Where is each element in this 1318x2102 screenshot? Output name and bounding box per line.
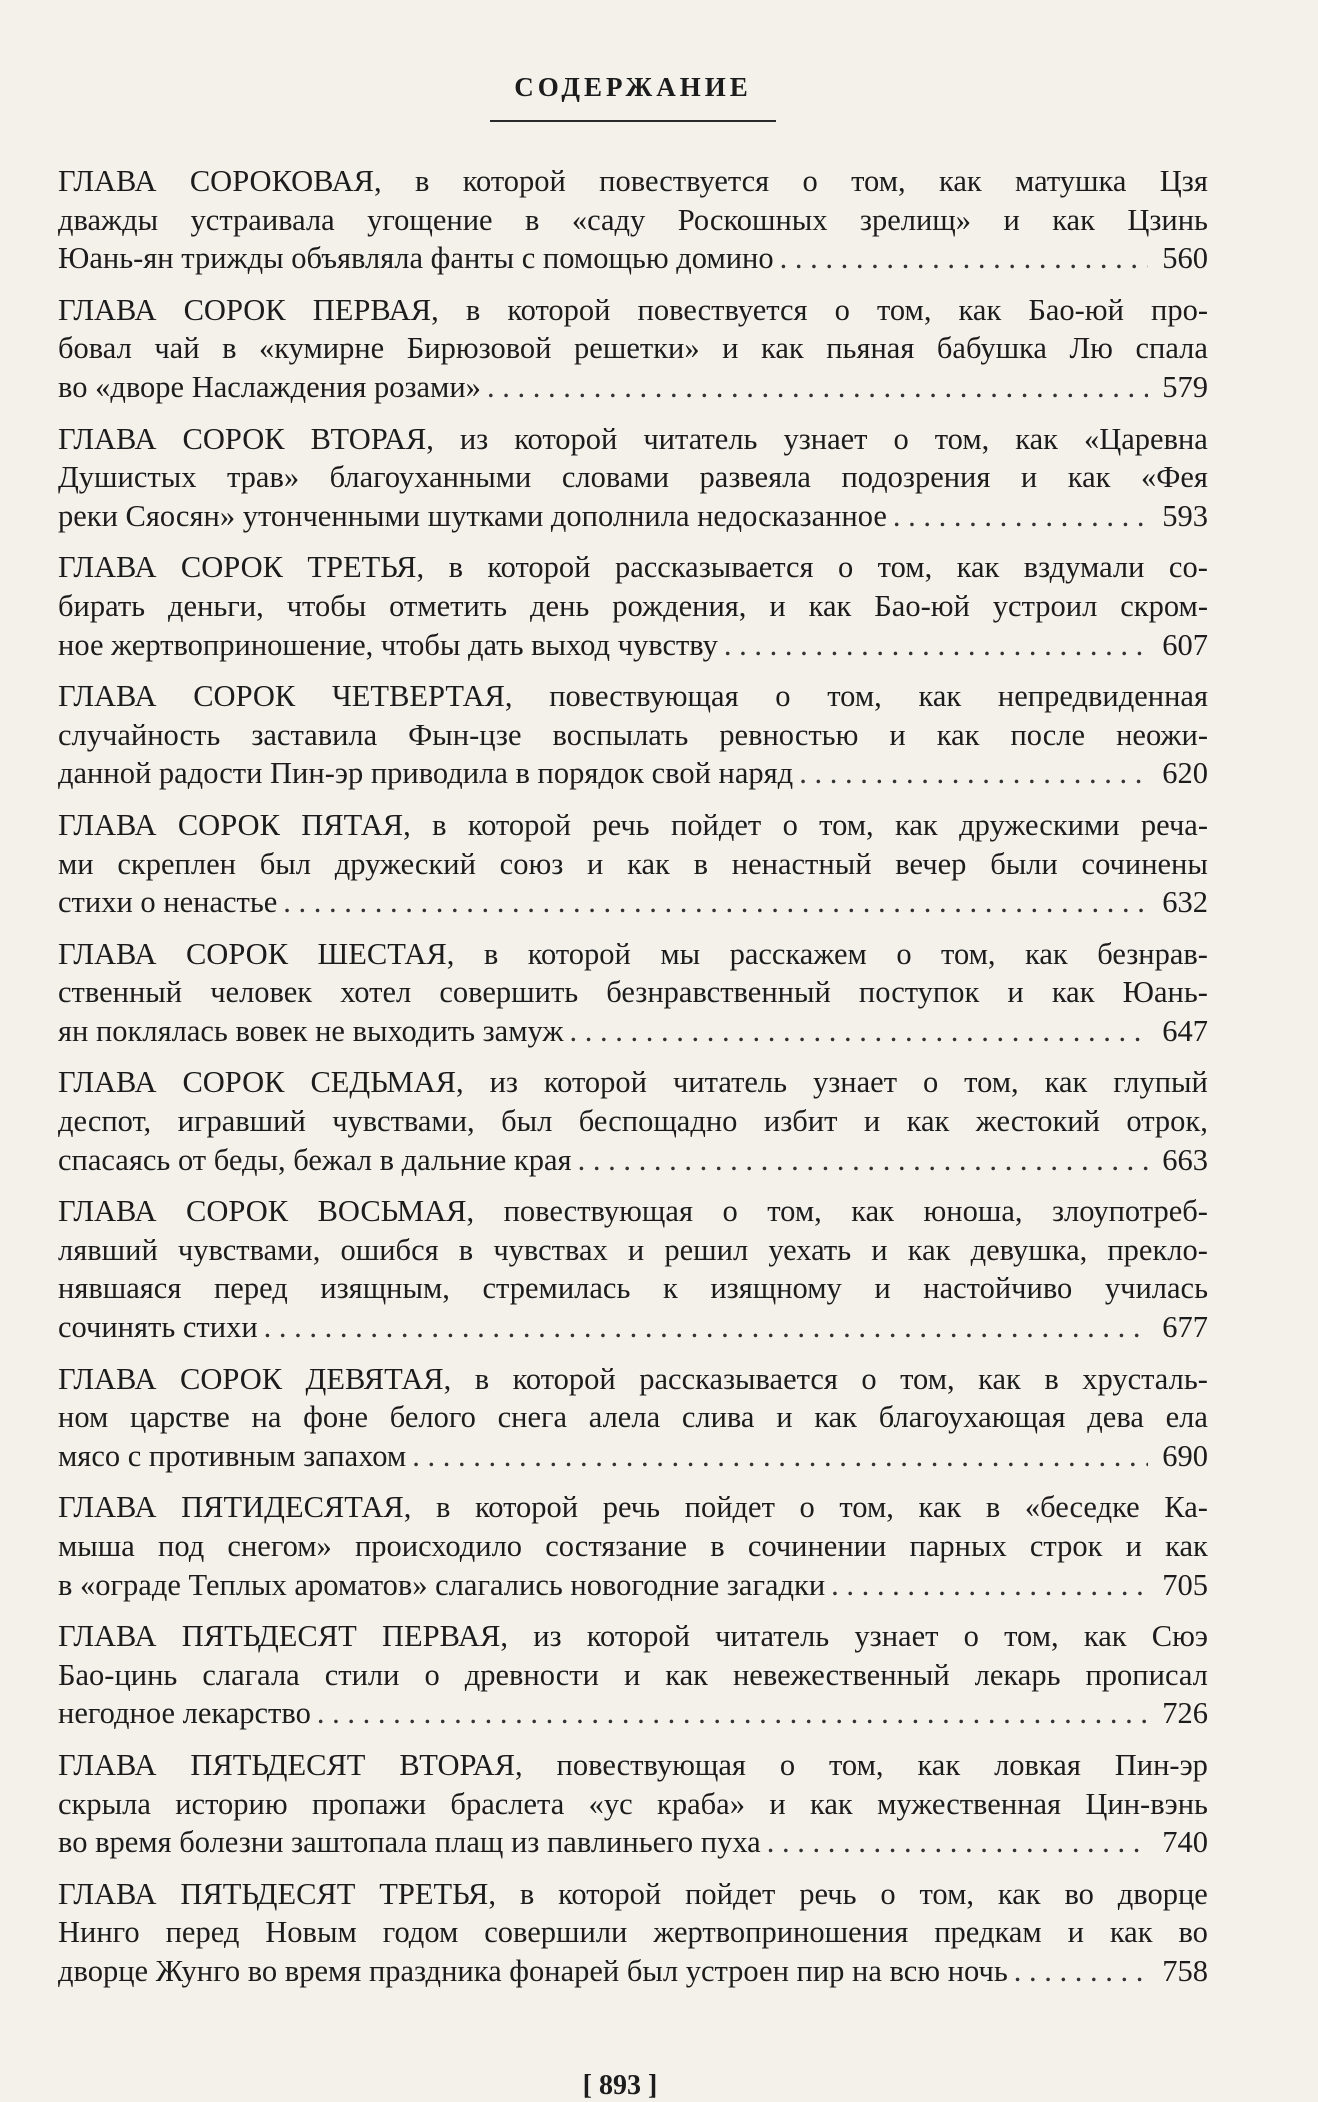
toc-entry-line: ственный человек хотел совершить безнравственный поступок и как Юань- [58,975,1208,1010]
toc-entry[interactable] [58,935,1208,1051]
toc-entry-last-line [58,1141,1208,1180]
toc-entry[interactable] [58,806,1208,922]
dot-leader [1014,1952,1148,1991]
toc-entry-last-line [58,1566,1208,1605]
toc-entry-line: ГЛАВА ПЯТЬДЕСЯТ ТРЕТЬЯ, в которой пойдет речь о том, как во дворце [58,1876,1208,1911]
toc-entry-text: сочинять стихи [58,1310,258,1345]
toc-entry-last-line [58,1308,1208,1347]
toc-entry-line: ГЛАВА СОРОК ШЕСТАЯ, в которой мы расскажем о том, как безнрав- [58,936,1208,971]
toc-entry[interactable] [58,1746,1208,1862]
toc-entry-line: ГЛАВА СОРОКОВАЯ, в которой повествуется о том, как матушка Цзя [58,164,1208,198]
toc-entry-line: ГЛАВА СОРОК ПЯТАЯ, в которой речь пойдет о том, как дружескими реча- [58,807,1208,842]
toc-entry-text: стихи о ненастье [58,885,278,920]
toc-entry-line: Нинго перед Новым годом совершили жертвоприношения предкам и как во [58,1915,1208,1950]
toc-entry-text: во «дворе Наслаждения розами» [58,369,481,404]
toc-entry-line: дважды устраивала угощение в «саду Роскошных зрелищ» и как Цзинь [58,202,1208,237]
toc-page-number: 758 [1162,1953,1208,1988]
toc-entry-last-line [58,1823,1208,1862]
toc-entry[interactable] [58,291,1208,407]
toc-entry-last-line [58,626,1208,665]
toc-page-number: 663 [1162,1142,1208,1177]
toc-entry-line: лявший чувствами, ошибся в чувствах и решил уехать и как девушка, прекло- [58,1232,1208,1267]
toc-entry-text: в «ограде Теплых ароматов» слагались новогодние загадки [58,1567,826,1602]
toc-entry-line: ГЛАВА ПЯТЬДЕСЯТ ПЕРВАЯ, из которой читатель узнает о том, как Сюэ [58,1619,1208,1654]
toc-entry-line: Бао-цинь слагала стили о древности и как невежественный лекарь прописал [58,1657,1208,1692]
toc-entry-text: негодное лекарство [58,1696,311,1731]
toc-entry-text: спасаясь от беды, бежал в дальние края [58,1142,572,1177]
toc-entry-line: бирать деньги, чтобы отметить день рождения, и как Бао-юй устроил скром- [58,588,1208,623]
title-rule [490,120,776,122]
dot-leader [487,368,1148,407]
toc-entry[interactable] [58,162,1208,278]
toc-entry[interactable] [58,1617,1208,1733]
dot-leader [767,1823,1148,1862]
dot-leader [317,1694,1148,1733]
toc-entry-line: скрыла историю пропажи браслета «ус краба» и как мужественная Цин-вэнь [58,1786,1208,1821]
dot-leader [780,239,1148,278]
dot-leader [831,1566,1148,1605]
toc-page-number: 632 [1162,885,1208,920]
dot-leader [893,497,1148,536]
toc-entry-last-line [58,1437,1208,1476]
toc-entry-last-line [58,1012,1208,1051]
table-of-contents [58,162,1208,2004]
dot-leader [283,883,1148,922]
toc-page-number: 579 [1162,369,1208,404]
dot-leader [724,626,1148,665]
toc-page-number: 690 [1162,1438,1208,1473]
toc-entry-line: Душистых трав» благоуханными словами развеяла подозрения и как «Фея [58,460,1208,495]
toc-entry-text: Юань-ян трижды объявляла фанты с помощью домино [58,241,774,276]
dot-leader [264,1308,1148,1347]
toc-entry[interactable] [58,677,1208,793]
toc-entry-line: ГЛАВА СОРОК ДЕВЯТАЯ, в которой рассказывается о том, как в хрусталь- [58,1361,1208,1396]
toc-entry-line: ном царстве на фоне белого снега алела слива и как благоухающая дева ела [58,1400,1208,1435]
toc-entry-line: ГЛАВА СОРОК СЕДЬМАЯ, из которой читатель узнает о том, как глупый [58,1065,1208,1100]
toc-entry-line: бовал чай в «кумирне Бирюзовой решетки» и как пьяная бабушка Лю спала [58,331,1208,366]
toc-entry-text: дворце Жунго во время праздника фонарей был устроен пир на всю ночь [58,1953,1008,1988]
toc-entry-line: мыша под снегом» происходило состязание в сочинении парных строк и как [58,1529,1208,1563]
dot-leader [799,754,1148,793]
toc-entry-text: ное жертвоприношение, чтобы дать выход чувству [58,627,718,662]
toc-entry-line: ГЛАВА СОРОК ПЕРВАЯ, в которой повествуется о том, как Бао-юй про- [58,292,1208,327]
toc-entry-last-line [58,368,1208,407]
toc-entry-text: мясо с противным запахом [58,1438,407,1473]
toc-page-number: 560 [1162,241,1208,276]
page-title: СОДЕРЖАНИЕ [514,72,752,102]
toc-entry-line: нявшаяся перед изящным, стремилась к изящному и настойчиво училась [58,1271,1208,1306]
toc-entry[interactable] [58,420,1208,536]
toc-entry[interactable] [58,1192,1208,1346]
toc-entry-last-line [58,497,1208,536]
toc-entry-line: ми скреплен был дружеский союз и как в ненастный вечер были сочинены [58,846,1208,881]
toc-entry[interactable] [58,1488,1208,1604]
toc-entry-line: деспот, игравший чувствами, был беспощадно избит и как жестокий отрок, [58,1104,1208,1139]
toc-entry[interactable] [58,1360,1208,1476]
toc-page-number: 620 [1162,756,1208,791]
toc-entry[interactable] [58,1875,1208,1991]
toc-entry-line: ГЛАВА ПЯТИДЕСЯТАЯ, в которой речь пойдет о том, как в «беседке Ка- [58,1490,1208,1525]
toc-page-number: 740 [1162,1825,1208,1860]
toc-entry-text: ян поклялась вовек не выходить замуж [58,1013,564,1048]
page-number: [ 893 ] [582,2070,658,2101]
toc-entry-last-line [58,883,1208,922]
toc-page-number: 677 [1162,1310,1208,1345]
toc-entry-line: ГЛАВА СОРОК ЧЕТВЕРТАЯ, повествующая о том, как непредвиденная [58,679,1208,714]
toc-page-number: 647 [1162,1013,1208,1048]
dot-leader [578,1141,1148,1180]
toc-entry-line: ГЛАВА СОРОК ВОСЬМАЯ, повествующая о том, как юноша, злоупотреб- [58,1194,1208,1229]
toc-page-number: 726 [1162,1696,1208,1731]
toc-entry-last-line [58,239,1208,278]
toc-entry[interactable] [58,548,1208,664]
toc-page-number: 593 [1162,498,1208,533]
toc-entry-last-line [58,1952,1208,1991]
dot-leader [412,1437,1148,1476]
toc-entry-last-line [58,1694,1208,1733]
dot-leader [569,1012,1148,1051]
toc-entry-text: реки Сяосян» утонченными шутками дополнила недосказанное [58,498,887,533]
toc-entry[interactable] [58,1063,1208,1179]
toc-page-number: 705 [1162,1567,1208,1602]
toc-entry-line: ГЛАВА ПЯТЬДЕСЯТ ВТОРАЯ, повествующая о том, как ловкая Пин-эр [58,1747,1208,1782]
toc-entry-line: ГЛАВА СОРОК ТРЕТЬЯ, в которой рассказывается о том, как вздумали со- [58,550,1208,585]
toc-entry-line: случайность заставила Фын-цзе воспылать ревностью и как после неожи- [58,717,1208,752]
toc-entry-last-line [58,754,1208,793]
toc-entry-text: во время болезни заштопала плащ из павлиньего пуха [58,1825,761,1860]
toc-entry-text: данной радости Пин-эр приводила в порядок свой наряд [58,756,794,791]
toc-page-number: 607 [1162,627,1208,662]
toc-entry-line: ГЛАВА СОРОК ВТОРАЯ, из которой читатель узнает о том, как «Царевна [58,421,1208,456]
